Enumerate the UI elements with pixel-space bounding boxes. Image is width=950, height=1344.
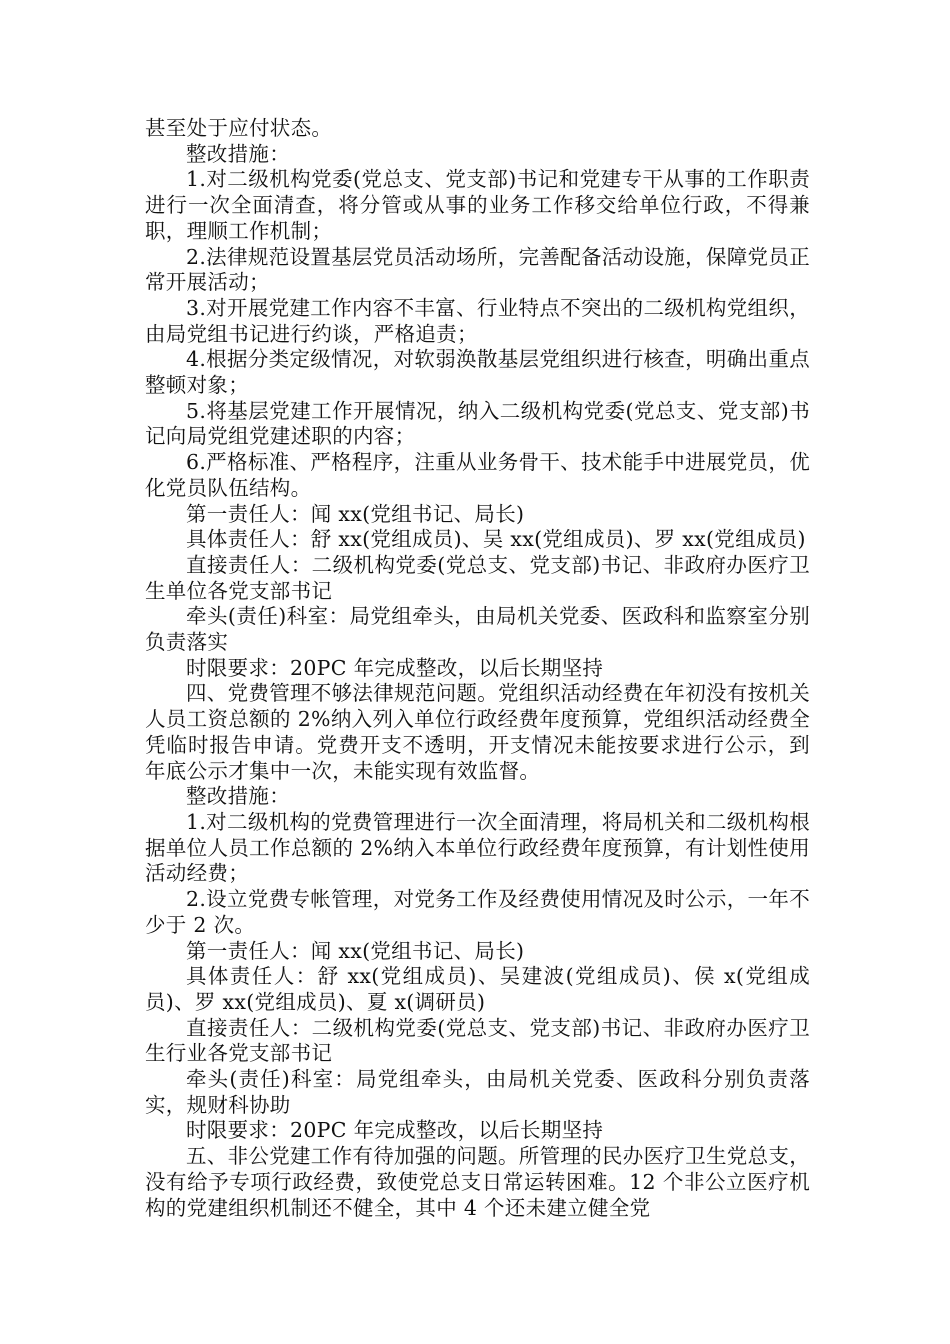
specific-responsible-persons: 具体责任人：舒 xx(党组成员)、吴建波(党组成员)、侯 x(党组成员)、罗 xx(党组成员)、夏 x(调研员) [145, 964, 810, 1014]
lead-department: 牵头(责任)科室：局党组牵头，由局机关党委、医政科分别负责落实，规财科协助 [145, 1067, 810, 1117]
first-responsible-person: 第一责任人：闻 xx(党组书记、局长) [186, 501, 525, 526]
rectification-measures-heading: 整改措施： [186, 141, 290, 166]
time-requirement: 时限要求：20PC 年完成整改，以后长期坚持 [186, 1118, 604, 1143]
direct-responsible-persons: 直接责任人：二级机构党委(党总支、党支部)书记、非政府办医疗卫生单位各党支部书记 [145, 552, 810, 603]
measure-item: 2.法律规范设置基层党员活动场所，完善配备活动设施，保障党员正常开展活动； [145, 244, 810, 295]
document-page [145, 116, 810, 1221]
measure-item: 1.对二级机构党委(党总支、党支部)书记和党建专干从事的工作职责进行一次全面清查，将分管或从事的业务工作移交给单位行政，不得兼职，理顺工作机制； [145, 167, 810, 243]
paragraph-continuation: 甚至处于应付状态。 [145, 116, 333, 140]
lead-department: 牵头(责任)科室：局党组牵头，由局机关党委、医政科和监察室分别负责落实 [145, 604, 810, 655]
specific-responsible-persons: 具体责任人：舒 xx(党组成员)、吴 xx(党组成员)、罗 xx(党组成员) [186, 527, 806, 552]
first-responsible-person: 第一责任人：闻 xx(党组书记、局长) [186, 938, 525, 963]
section-heading-five: 五、非公党建工作有待加强的问题。所管理的民办医疗卫生党总支，没有给予专项行政经费，致使党总支日常运转困难。12 个非公立医疗机构的党建组织机制还不健全，其中 4 个还未建立健全党 [145, 1144, 810, 1220]
measure-item: 2.设立党费专帐管理，对党务工作及经费使用情况及时公示，一年不少于 2 次。 [145, 887, 810, 937]
section-heading-four: 四、党费管理不够法律规范问题。党组织活动经费在年初没有按机关人员工资总额的 2%纳入列入单位行政经费年度预算，党组织活动经费全凭临时报告申请。党费开支不透明，开支情况未能按要求进行公示，到年底公示才集中一次，未能实现有效监督。 [145, 681, 810, 783]
rectification-measures-heading: 整改措施： [186, 784, 290, 809]
measure-item: 1.对二级机构的党费管理进行一次全面清理，将局机关和二级机构根据单位人员工作总额的 2%纳入本单位行政经费年度预算，有计划性使用活动经费； [145, 809, 810, 886]
measure-item: 5.将基层党建工作开展情况，纳入二级机构党委(党总支、党支部)书记向局党组党建述职的内容； [145, 398, 810, 449]
time-requirement: 时限要求：20PC 年完成整改，以后长期坚持 [186, 655, 604, 680]
measure-item: 6.严格标准、严格程序，注重从业务骨干、技术能手中进展党员，优化党员队伍结构。 [145, 450, 810, 500]
direct-responsible-persons: 直接责任人：二级机构党委(党总支、党支部)书记、非政府办医疗卫生行业各党支部书记 [145, 1015, 810, 1066]
measure-item: 3.对开展党建工作内容不丰富、行业特点不突出的二级机构党组织，由局党组书记进行约谈，严格追责； [145, 295, 810, 346]
measure-item: 4.根据分类定级情况，对软弱涣散基层党组织进行核查，明确出重点整顿对象； [145, 347, 810, 398]
